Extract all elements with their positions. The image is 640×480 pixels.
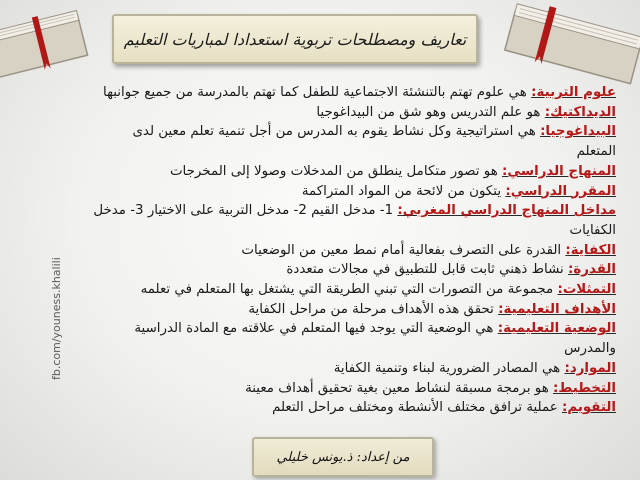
definition-line [10,280,616,300]
definition-term: الموارد: [564,360,616,376]
definition-term: الوضعية التعليمية: [497,321,616,337]
definition-text: القدرة على التصرف بفعالية أمام نمط معين من الوضعيات [241,242,566,258]
definition-line [10,241,616,261]
definition-text: هي المصادر الضرورية لبناء وتنمية الكفاية [333,360,565,376]
definition-term: الديداكتيك: [544,104,616,120]
title-banner [112,14,478,64]
definition-line [10,201,616,221]
definition-text: هو برمجة مسبقة لنشاط معين بغية تحقيق أهداف معينة [245,380,554,396]
definition-line [10,182,616,202]
definition-text: هو علم التدريس وهو شق من البيداغوجيا [316,104,545,120]
definition-term: البيداغوجيا: [540,124,616,140]
definition-line [10,162,616,182]
definition-term: علوم التربية: [531,85,616,100]
definitions-list [10,83,616,418]
definition-text: المتعلم [576,144,616,160]
definition-line [10,379,616,399]
definition-text: الكفايات [569,222,616,238]
definition-line [10,398,616,418]
author-credit: من إعداد: ذ.يونس خليلي [276,449,410,465]
definition-text: مجموعة من التصورات التي تبني الطريقة التي يشتغل بها المتعلم في تعلمه [140,282,558,298]
definition-text: يتكون من لائحة من المواد المتراكمة [301,183,506,199]
definition-term: المقرر الدراسي: [505,183,616,199]
definition-text: هي علوم تهتم بالتنشئة الاجتماعية للطفل كما تهتم بالمدرسة من جميع جوانبها [103,85,532,100]
definition-line [10,260,616,280]
definition-line [10,122,616,142]
definition-line [10,300,616,320]
author-banner [252,437,434,477]
page-title: تعاريف ومصطلحات تربوية استعدادا لمباريات التعليم [123,29,467,49]
definition-term: التخطيط: [553,380,616,396]
definition-line [10,339,616,359]
definition-term: مداخل المنهاج الدراسي المغربي: [397,203,616,219]
definition-text: تحقق هذه الأهداف مرحلة من مراحل الكفاية [248,301,499,317]
definition-text: هو تصور متكامل ينطلق من المدخلات وصولا إلى المخرجات [169,163,503,179]
definition-term: المنهاج الدراسي: [502,163,616,179]
definition-term: القدرة: [568,262,616,278]
definition-term: التقويم: [561,400,616,416]
definition-line [10,103,616,123]
definition-term: الأهداف التعليمية: [498,301,616,317]
definition-text: عملية ترافق مختلف الأنشطة ومختلف مراحل التعلم [272,400,562,416]
definition-text: هي الوضعية التي يوجد فيها المتعلم في علاقته مع المادة الدراسية [134,321,498,337]
facebook-watermark: fb.com/youness.khalili [50,257,63,380]
definition-text: والمدرس [564,341,616,357]
definition-term: الكفاية: [565,242,616,258]
definition-line [10,142,616,162]
definition-term: التمثلات: [557,282,616,298]
definition-line [10,359,616,379]
definition-line [10,83,616,103]
definition-text: نشاط ذهني ثابت قابل للتطبيق في مجالات متعددة [286,262,569,278]
definition-text: هي استراتيجية وكل نشاط يقوم به المدرس من أجل تنمية تعلم معين لدى [132,124,541,140]
definition-line [10,319,616,339]
definition-line [10,221,616,241]
definition-text: 1- مدخل القيم 2- مدخل التربية على الاختيار 3- مدخل [93,203,398,219]
